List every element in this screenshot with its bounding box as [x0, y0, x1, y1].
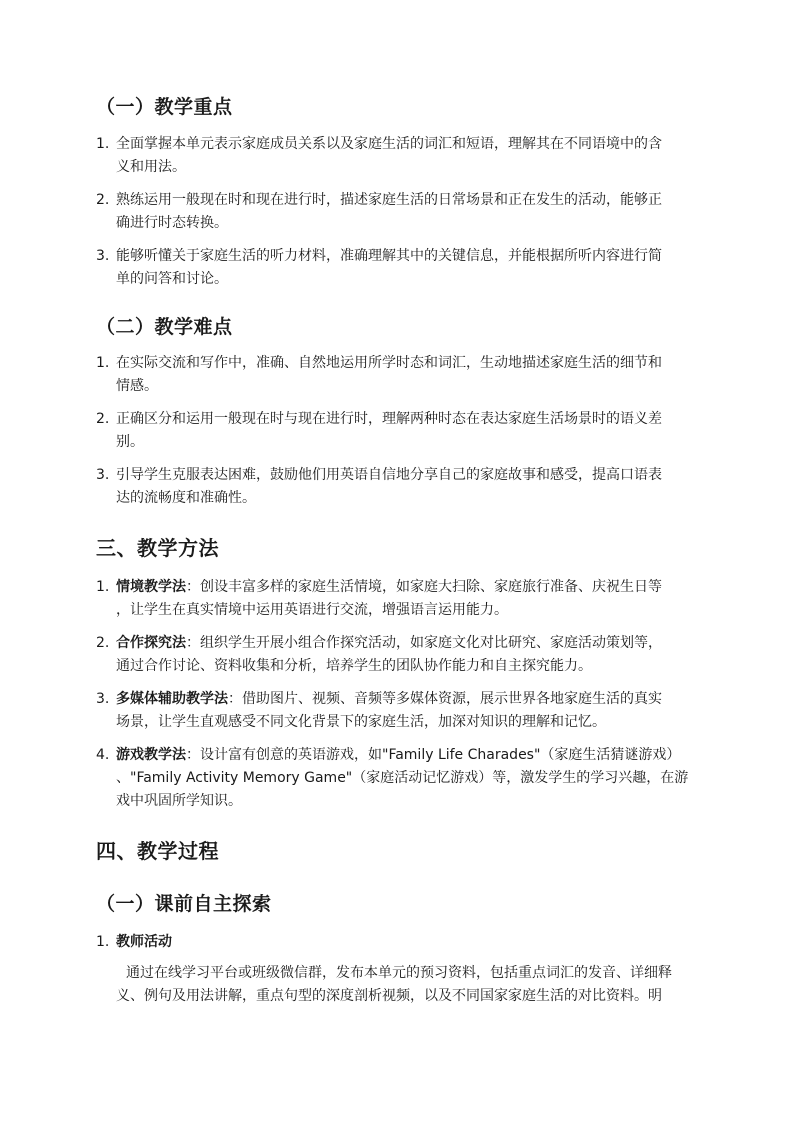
list-number: 1.: [96, 136, 110, 152]
list-number: 1.: [96, 934, 110, 950]
list-item: [96, 464, 696, 510]
list-text-line: ：借助图片、视频、音频等多媒体资源，展示世界各地家庭生活的真实: [228, 691, 662, 707]
paragraph: [116, 962, 706, 1008]
list-text-line: 在实际交流和写作中，准确、自然地运用所学时态和词汇，生动地描述家庭生活的细节和: [116, 355, 662, 371]
method-label: 多媒体辅助教学法: [116, 691, 228, 707]
list-text-line: 引导学生克服表达困难，鼓励他们用英语自信地分享自己的家庭故事和感受，提高口语表: [116, 467, 662, 483]
list-number: 2.: [96, 192, 110, 208]
list-text-line: 通过合作讨论、资料收集和分析，培养学生的团队协作能力和自主探究能力。: [116, 658, 592, 674]
list-item: [96, 133, 696, 179]
method-label: 游戏教学法: [116, 747, 186, 763]
list-number: 1.: [96, 579, 110, 595]
list-text-line: 别。: [116, 434, 144, 450]
list-item: [96, 632, 696, 678]
teacher-activity-label: 教师活动: [116, 934, 172, 950]
list-text-line: 能够听懂关于家庭生活的听力材料，准确理解其中的关键信息，并能根据所听内容进行简: [116, 248, 662, 264]
list-text-line: 达的流畅度和准确性。: [116, 490, 256, 506]
list-number: 3.: [96, 691, 110, 707]
list-item: [96, 352, 696, 398]
list-text-line: 情感。: [116, 378, 158, 394]
list-item: [96, 688, 696, 734]
list-text-line: ：创设丰富多样的家庭生活情境，如家庭大扫除、家庭旅行准备、庆祝生日等: [186, 579, 662, 595]
list-item: [96, 576, 696, 622]
list-text-line: 全面掌握本单元表示家庭成员关系以及家庭生活的词汇和短语，理解其在不同语境中的含: [116, 136, 662, 152]
heading-pre-class: （一）课前自主探索: [96, 893, 272, 915]
heading-teaching-difficulty: （二）教学难点: [96, 316, 233, 338]
list-text-line: 义和用法。: [116, 159, 186, 175]
list-item: [96, 408, 696, 454]
heading-teaching-methods: 三、教学方法: [96, 536, 219, 560]
list-number: 1.: [96, 355, 110, 371]
list-text-line: 、"Family Activity Memory Game"（家庭活动记忆游戏）等，激发学生的学习兴趣，在游: [116, 770, 689, 786]
list-item: [96, 189, 696, 235]
list-item: [96, 931, 696, 954]
heading-teaching-focus: （一）教学重点: [96, 96, 233, 118]
list-text-line: 单的问答和讨论。: [116, 271, 228, 287]
paragraph-line: 通过在线学习平台或班级微信群，发布本单元的预习资料，包括重点词汇的发音、详细释: [126, 965, 672, 981]
list-number: 4.: [96, 747, 110, 763]
method-label: 情境教学法: [116, 579, 186, 595]
paragraph-line: 义、例句及用法讲解，重点句型的深度剖析视频，以及不同国家家庭生活的对比资料。明: [116, 988, 662, 1004]
list-number: 3.: [96, 467, 110, 483]
list-text-line: ，让学生在真实情境中运用英语进行交流，增强语言运用能力。: [116, 602, 508, 618]
heading-teaching-process: 四、教学过程: [96, 839, 219, 863]
list-text-line: 场景，让学生直观感受不同文化背景下的家庭生活，加深对知识的理解和记忆。: [116, 714, 606, 730]
list-text-line: ：设计富有创意的英语游戏，如"Family Life Charades"（家庭生活猜谜游戏）: [186, 747, 681, 763]
list-number: 2.: [96, 411, 110, 427]
list-item: [96, 245, 696, 291]
list-text-line: 正确区分和运用一般现在时与现在进行时，理解两种时态在表达家庭生活场景时的语义差: [116, 411, 662, 427]
list-text-line: ：组织学生开展小组合作探究活动，如家庭文化对比研究、家庭活动策划等，: [186, 635, 662, 651]
list-text-line: 戏中巩固所学知识。: [116, 793, 242, 809]
list-text-line: 熟练运用一般现在时和现在进行时，描述家庭生活的日常场景和正在发生的活动，能够正: [116, 192, 662, 208]
list-item: [96, 744, 696, 813]
list-number: 3.: [96, 248, 110, 264]
list-text-line: 确进行时态转换。: [116, 215, 228, 231]
list-number: 2.: [96, 635, 110, 651]
method-label: 合作探究法: [116, 635, 186, 651]
